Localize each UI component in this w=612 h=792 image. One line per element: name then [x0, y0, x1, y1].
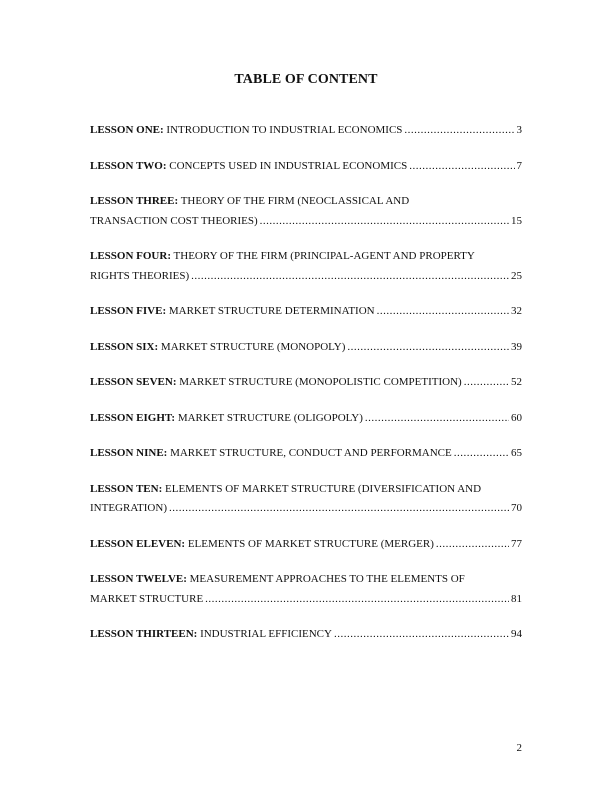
toc-entry-page: 39	[511, 340, 522, 353]
dot-leader	[377, 302, 509, 322]
page-number: 2	[516, 742, 522, 754]
toc-entry-title: MARKET STRUCTURE DETERMINATION	[166, 305, 375, 317]
dot-leader	[464, 373, 509, 393]
toc-entry-label: LESSON ELEVEN:	[90, 537, 186, 550]
toc-entry-label: LESSON THIRTEEN:	[90, 628, 198, 640]
toc-entry-lesson-ten[interactable]	[90, 480, 522, 519]
dot-leader	[169, 499, 509, 519]
toc-entry-title-cont: RIGHTS THEORIES)	[90, 269, 190, 282]
dot-leader	[409, 157, 514, 177]
toc-entry-title: ELEMENTS OF MARKET STRUCTURE (DIVERSIFICATION AND	[162, 482, 482, 495]
dot-leader	[205, 590, 509, 610]
toc-entry-title: MARKET STRUCTURE, CONDUCT AND PERFORMANCE	[167, 447, 452, 459]
toc-entry-lesson-seven[interactable]	[90, 373, 522, 393]
dot-leader	[347, 338, 509, 358]
toc-entry-label: LESSON TWO:	[90, 159, 167, 172]
toc-entry-lesson-eleven[interactable]	[90, 535, 522, 555]
toc-entry-page: 60	[511, 411, 522, 424]
toc-entry-title: MARKET STRUCTURE (MONOPOLY)	[158, 340, 346, 353]
toc-entry-label: LESSON THREE:	[90, 195, 179, 207]
toc-entry-lesson-six[interactable]	[90, 338, 522, 358]
toc-entry-page: 25	[511, 269, 522, 282]
toc-entry-lesson-four[interactable]	[90, 247, 522, 286]
toc-entry-lesson-one[interactable]	[90, 121, 522, 141]
toc-entry-page: 3	[516, 124, 522, 136]
page-title: TABLE OF CONTENT	[234, 72, 378, 87]
dot-leader	[454, 444, 509, 464]
toc-entry-title: THEORY OF THE FIRM (PRINCIPAL-AGENT AND PROPERTY	[171, 250, 475, 262]
table-of-contents	[90, 121, 522, 645]
toc-entry-page: 15	[511, 214, 522, 227]
toc-entry-title: INDUSTRIAL EFFICIENCY	[197, 628, 332, 640]
toc-entry-title: ELEMENTS OF MARKET STRUCTURE (MERGER)	[185, 537, 434, 550]
dot-leader	[365, 409, 509, 429]
dot-leader	[334, 625, 509, 645]
toc-entry-label: LESSON SEVEN:	[90, 376, 177, 388]
dot-leader	[436, 535, 509, 555]
toc-entry-page: 70	[511, 502, 522, 514]
toc-entry-title: MARKET STRUCTURE (OLIGOPOLY)	[175, 411, 363, 424]
toc-entry-page: 65	[511, 447, 522, 459]
toc-entry-label: LESSON TWELVE:	[90, 573, 187, 585]
toc-entry-title: CONCEPTS USED IN INDUSTRIAL ECONOMICS	[166, 159, 408, 172]
dot-leader	[191, 267, 509, 287]
toc-entry-label: LESSON ONE:	[90, 124, 164, 136]
toc-entry-page: 52	[511, 376, 522, 388]
toc-entry-lesson-twelve[interactable]	[90, 570, 522, 609]
toc-entry-page: 94	[511, 628, 522, 640]
toc-entry-lesson-three[interactable]	[90, 192, 522, 231]
toc-entry-title-cont: INTEGRATION)	[90, 502, 167, 514]
toc-entry-label: LESSON SIX:	[90, 340, 159, 353]
dot-leader	[404, 121, 514, 141]
toc-entry-title-cont: TRANSACTION COST THEORIES)	[90, 214, 258, 227]
toc-entry-label: LESSON EIGHT:	[90, 411, 176, 424]
toc-entry-page: 7	[516, 159, 522, 172]
dot-leader	[260, 212, 509, 232]
toc-entry-lesson-two[interactable]	[90, 157, 522, 177]
toc-entry-title: MEASUREMENT APPROACHES TO THE ELEMENTS OF	[186, 573, 465, 585]
toc-entry-lesson-thirteen[interactable]	[90, 625, 522, 645]
toc-entry-label: LESSON TEN:	[90, 482, 163, 495]
toc-entry-lesson-five[interactable]	[90, 302, 522, 322]
toc-entry-lesson-eight[interactable]	[90, 409, 522, 429]
toc-entry-page: 81	[511, 592, 522, 605]
toc-entry-lesson-nine[interactable]	[90, 444, 522, 464]
toc-entry-label: LESSON FIVE:	[90, 305, 167, 317]
toc-entry-label: LESSON NINE:	[90, 447, 168, 459]
toc-entry-title: MARKET STRUCTURE (MONOPOLISTIC COMPETITION)	[176, 376, 462, 388]
toc-entry-page: 32	[511, 305, 522, 317]
toc-entry-label: LESSON FOUR:	[90, 250, 171, 262]
toc-entry-title: INTRODUCTION TO INDUSTRIAL ECONOMICS	[163, 124, 403, 136]
toc-entry-title: THEORY OF THE FIRM (NEOCLASSICAL AND	[178, 195, 410, 207]
toc-entry-page: 77	[511, 537, 522, 550]
toc-entry-title-cont: MARKET STRUCTURE	[90, 592, 204, 605]
